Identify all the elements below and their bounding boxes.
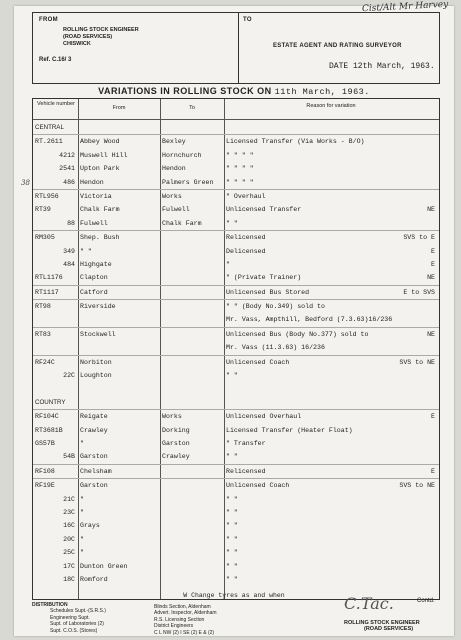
reason-cell: " Transfer bbox=[226, 439, 266, 447]
distribution-line: C L NW (2) I SE (2) E & (2) bbox=[154, 629, 215, 636]
reason-cell: Mr. Vass, Ampthill, Bedford (7.3.63)16/236 bbox=[226, 316, 393, 324]
reason-cell: Unlicensed Coach bbox=[226, 358, 290, 366]
table-row bbox=[33, 560, 439, 573]
from-cell: Riverside bbox=[80, 303, 116, 311]
vehicle-number: RTL956 bbox=[35, 192, 59, 200]
from-cell: " bbox=[80, 495, 84, 503]
vehicle-number: 18C bbox=[63, 575, 75, 583]
from-line-3: CHISWICK bbox=[63, 41, 91, 47]
table-row bbox=[33, 245, 439, 258]
reason-cell: " " bbox=[226, 372, 238, 380]
col-header-to: To bbox=[189, 105, 195, 111]
reason-cell: " " bbox=[226, 575, 238, 583]
table-row bbox=[33, 341, 439, 355]
col-header-vehicle: Vehicle number bbox=[37, 101, 75, 107]
distribution-line: Advert. Inspector, Aldenham bbox=[154, 610, 217, 617]
reason-cell: Licensed Transfer (Heater Float) bbox=[226, 426, 353, 434]
routing-cell: E bbox=[431, 260, 435, 268]
routing-cell: SVS to NE bbox=[399, 358, 435, 366]
reason-cell: Relicensed bbox=[226, 234, 266, 242]
reason-cell: " (Private Trainer) bbox=[226, 274, 302, 282]
from-cell: Dunton Green bbox=[80, 562, 128, 570]
from-cell: Grays bbox=[80, 522, 100, 530]
from-cell: Upton Park bbox=[80, 165, 120, 173]
section-label: CENTRAL bbox=[35, 124, 64, 131]
title-text: VARIATIONS IN ROLLING STOCK ON bbox=[98, 86, 272, 96]
page-title bbox=[14, 86, 454, 97]
from-cell: Hendon bbox=[80, 178, 104, 186]
vehicle-number: RM305 bbox=[35, 234, 55, 242]
vehicle-number: RF24C bbox=[35, 358, 55, 366]
reason-cell: " " (Body No.349) sold to bbox=[226, 303, 325, 311]
table-row bbox=[33, 465, 439, 479]
from-cell: " " bbox=[80, 247, 92, 255]
table-row bbox=[33, 149, 439, 162]
table-row bbox=[33, 506, 439, 519]
signoff-line: ROLLING STOCK ENGINEER bbox=[344, 620, 420, 626]
reason-cell: " " " " bbox=[226, 178, 254, 186]
to-cell: Dorking bbox=[162, 426, 190, 434]
from-cell: Crawley bbox=[80, 426, 108, 434]
vehicle-number: 2541 bbox=[59, 165, 75, 173]
reason-cell: " " bbox=[226, 219, 238, 227]
table-row bbox=[33, 190, 439, 203]
vehicle-number: 17C bbox=[63, 562, 75, 570]
vehicle-number: 16C bbox=[63, 522, 75, 530]
distribution-line: Supt. C.O.S. (Stores) bbox=[50, 627, 98, 634]
from-cell: " bbox=[80, 549, 84, 557]
table-row bbox=[33, 258, 439, 271]
distribution-block bbox=[32, 602, 106, 634]
vehicle-number: RT3681B bbox=[35, 426, 63, 434]
vehicle-number: 486 bbox=[63, 178, 75, 186]
document-sheet bbox=[14, 0, 454, 636]
to-cell: Works bbox=[162, 192, 182, 200]
reason-cell: Delicensed bbox=[226, 247, 266, 255]
from-cell: Romford bbox=[80, 575, 108, 583]
routing-cell: E bbox=[431, 247, 435, 255]
vehicle-number: 20C bbox=[63, 535, 75, 543]
from-cell: Garston bbox=[80, 482, 108, 490]
reason-cell: Unlicensed Coach bbox=[226, 482, 290, 490]
vehicle-number: RT83 bbox=[35, 330, 51, 338]
from-line-1: ROLLING STOCK ENGINEER bbox=[63, 27, 139, 33]
col-header-reason: Reason for variation bbox=[306, 103, 356, 109]
to-cell: Crawley bbox=[162, 453, 190, 461]
distribution-line: Supt. of Laboratories (2) bbox=[50, 621, 104, 628]
footnote: W Change tyres as and when bbox=[183, 592, 285, 599]
vehicle-number: RTL1176 bbox=[35, 274, 63, 282]
to-cell: Hornchurch bbox=[162, 151, 202, 159]
table-row bbox=[33, 437, 439, 450]
routing-cell: E to SVS bbox=[403, 288, 435, 296]
from-cell: Victoria bbox=[80, 192, 112, 200]
col-header-from: From bbox=[112, 105, 126, 111]
table-row bbox=[33, 271, 439, 285]
vehicle-number: 23C bbox=[63, 508, 75, 516]
reference: Ref. C.16/ 3 bbox=[39, 57, 72, 63]
date-line: DATE 12th March, 1963. bbox=[329, 62, 435, 71]
reason-cell: " " bbox=[226, 453, 238, 461]
from-cell: Abbey Wood bbox=[80, 138, 120, 146]
reason-cell: " " bbox=[226, 549, 238, 557]
table-row bbox=[33, 410, 439, 423]
routing-cell: SVS to NE bbox=[399, 482, 435, 490]
vehicle-number: 484 bbox=[63, 260, 75, 268]
from-cell: Garston bbox=[80, 453, 108, 461]
vehicle-number: 349 bbox=[63, 247, 75, 255]
title-date: 11th March, 1963. bbox=[274, 87, 370, 97]
from-line-2: (ROAD SERVICES) bbox=[63, 34, 113, 40]
vehicle-number: 88 bbox=[67, 219, 75, 227]
to-label: TO bbox=[243, 17, 252, 23]
distribution-line: Blinds Section, Aldenham bbox=[154, 604, 211, 610]
table-row bbox=[33, 450, 439, 464]
distribution-block-2 bbox=[154, 604, 217, 636]
contd-label: Contd. bbox=[417, 598, 435, 604]
table-row bbox=[33, 313, 439, 327]
table-row bbox=[33, 328, 439, 341]
from-cell: Clapton bbox=[80, 274, 108, 282]
table-row bbox=[33, 396, 439, 410]
vehicle-number: GS57B bbox=[35, 439, 55, 447]
vehicle-number: 25C bbox=[63, 549, 75, 557]
distribution-line: R.S. Licensing Section bbox=[154, 616, 205, 623]
vehicle-number: RT98 bbox=[35, 303, 51, 311]
distribution-line: Engineering Supt. bbox=[50, 614, 90, 621]
reason-cell: " " bbox=[226, 562, 238, 570]
to-cell: Fulwell bbox=[162, 206, 190, 214]
table-row bbox=[33, 300, 439, 313]
vehicle-number: RT1117 bbox=[35, 288, 59, 296]
vehicle-number: RF108 bbox=[35, 467, 55, 475]
from-cell: Chelsham bbox=[80, 467, 112, 475]
reason-cell: " " " " bbox=[226, 165, 254, 173]
to-cell: Chalk Farm bbox=[162, 219, 202, 227]
to-cell: Bexley bbox=[162, 138, 186, 146]
to-recipient: ESTATE AGENT AND RATING SURVEYOR bbox=[273, 43, 402, 49]
from-cell: " bbox=[80, 508, 84, 516]
from-cell: Fulwell bbox=[80, 219, 108, 227]
margin-mark: 38 bbox=[21, 178, 30, 187]
from-cell: Reigate bbox=[80, 413, 108, 421]
table-row bbox=[33, 369, 439, 382]
vehicle-number: RF104C bbox=[35, 413, 59, 421]
reason-cell: Licensed Transfer (Via Works - B/O) bbox=[226, 138, 365, 146]
variations-table bbox=[21, 98, 440, 600]
table-body bbox=[21, 121, 439, 586]
handwritten-note: Cist/Alt Mr Harvey bbox=[361, 0, 449, 15]
vehicle-number: RT.2611 bbox=[35, 138, 63, 146]
vehicle-number: 21C bbox=[63, 495, 75, 503]
header-row-divider bbox=[33, 119, 439, 120]
reason-cell: Mr. Vass (11.3.63) 16/236 bbox=[226, 344, 325, 352]
reason-cell: " bbox=[226, 260, 230, 268]
from-cell: Stockwell bbox=[80, 330, 116, 338]
table-row bbox=[33, 286, 439, 300]
vehicle-number: RF19E bbox=[35, 482, 55, 490]
reason-cell: Unlicensed Transfer bbox=[226, 206, 302, 214]
reason-cell: " " " " bbox=[226, 151, 254, 159]
table-row bbox=[33, 231, 439, 244]
reason-cell: Unlicensed Bus Stored bbox=[226, 288, 310, 296]
reason-cell: Unlicensed Bus (Body No.377) sold to bbox=[226, 330, 369, 338]
reason-cell: " " bbox=[226, 522, 238, 530]
distribution-line: District Engineers bbox=[154, 623, 194, 630]
routing-cell: NE bbox=[427, 274, 435, 282]
table-row bbox=[33, 546, 439, 559]
to-cell: Garston bbox=[162, 439, 190, 447]
to-cell: Palmers Green bbox=[162, 178, 214, 186]
reason-cell: Unlicensed Overhaul bbox=[226, 413, 302, 421]
header-divider bbox=[238, 13, 239, 83]
distribution-label: DISTRIBUTION bbox=[32, 602, 68, 608]
table-row bbox=[33, 424, 439, 437]
to-cell: Works bbox=[162, 413, 182, 421]
table-row bbox=[33, 519, 439, 532]
signoff-block bbox=[344, 620, 420, 633]
section-label: COUNTRY bbox=[35, 398, 66, 406]
from-cell: " bbox=[80, 439, 84, 447]
reason-cell: Relicensed bbox=[226, 467, 266, 475]
from-label: FROM bbox=[39, 17, 58, 23]
routing-cell: NE bbox=[427, 330, 435, 338]
vehicle-number: 4212 bbox=[59, 151, 75, 159]
routing-cell: E bbox=[431, 467, 435, 475]
vehicle-number: 54B bbox=[63, 453, 75, 461]
vehicle-number: 22C bbox=[63, 372, 75, 380]
table-row bbox=[33, 493, 439, 506]
from-cell: Chalk Farm bbox=[80, 206, 120, 214]
to-cell: Hendon bbox=[162, 165, 186, 173]
table-row bbox=[33, 533, 439, 546]
table-row bbox=[33, 356, 439, 369]
table-row bbox=[21, 176, 439, 190]
from-cell: " bbox=[80, 535, 84, 543]
reason-cell: " " bbox=[226, 508, 238, 516]
from-cell: Loughton bbox=[80, 372, 112, 380]
from-cell: Muswell Hill bbox=[80, 151, 128, 159]
signature: C.Tac. bbox=[344, 594, 394, 613]
from-cell: Highgate bbox=[80, 260, 112, 268]
routing-cell: E bbox=[431, 413, 435, 421]
table-row bbox=[33, 382, 439, 395]
reason-cell: " " bbox=[226, 535, 238, 543]
from-cell: Catford bbox=[80, 288, 108, 296]
from-cell: Norbiton bbox=[80, 358, 112, 366]
routing-cell: NE bbox=[427, 206, 435, 214]
header-box bbox=[32, 12, 440, 84]
from-cell: Shep. Bush bbox=[80, 234, 120, 242]
signoff-line: (ROAD SERVICES) bbox=[364, 626, 414, 633]
table-row bbox=[33, 217, 439, 231]
table-row bbox=[33, 479, 439, 492]
distribution-line: Schedules Supt.-(S.R.S.) bbox=[50, 608, 106, 615]
reason-cell: " Overhaul bbox=[226, 192, 266, 200]
routing-cell: SVS to E bbox=[403, 234, 435, 242]
table-row bbox=[33, 162, 439, 175]
table-row bbox=[33, 121, 439, 135]
table-row bbox=[33, 135, 439, 148]
table-row bbox=[33, 573, 439, 586]
reason-cell: " " bbox=[226, 495, 238, 503]
table-row bbox=[33, 203, 439, 216]
vehicle-number: RT39 bbox=[35, 206, 51, 214]
